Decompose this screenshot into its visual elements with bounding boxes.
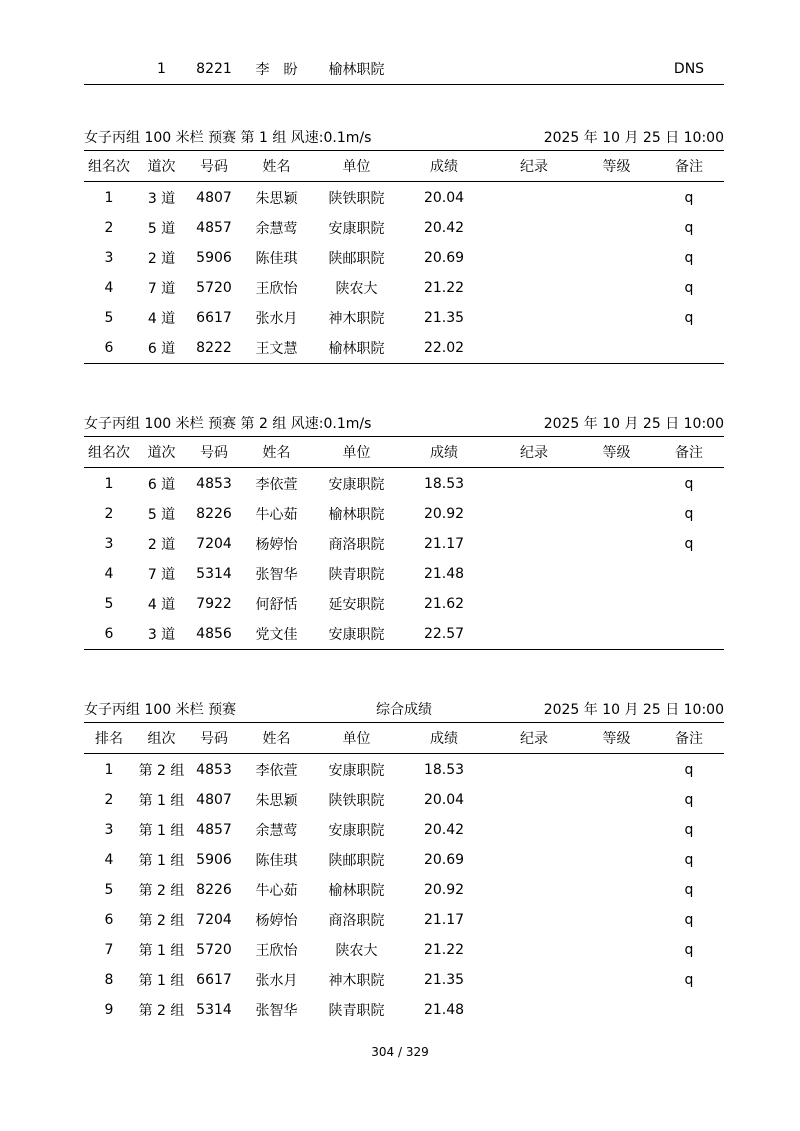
table-cell: 安康职院 [328,823,385,839]
table-cell: 5906 [196,250,232,266]
table-cell: 杨婷怡 [255,913,298,929]
table-cell [489,785,579,815]
overall-results-table [84,700,724,1025]
column-header: 纪录 [520,159,548,175]
table-cell: 第 2 组 [138,913,185,929]
table-cell: 21.35 [423,310,465,326]
top-row-name: 李 盼 [255,62,298,78]
table-cell: q [684,852,694,868]
column-header: 排名 [95,731,123,747]
table-cell [489,213,579,243]
table-cell [654,619,724,649]
table-cell: 6 道 [147,341,176,357]
table-cell [489,529,579,559]
section-subtitle: 综合成绩 [376,702,432,718]
column-header: 备注 [675,445,703,461]
table-cell: 4853 [196,762,232,778]
table-cell [654,995,724,1025]
table-cell: 余慧莺 [255,221,298,237]
column-header: 号码 [200,159,228,175]
table-row [84,845,724,875]
table-cell [489,559,579,589]
table-cell: 7204 [196,912,232,928]
table-row [84,619,724,649]
table-cell: q [684,912,694,928]
top-row-note: DNS [673,61,705,77]
table-cell: 1 [104,190,114,206]
table-cell: 7 道 [147,281,176,297]
table-cell [489,845,579,875]
section-title: 女子丙组 100 米栏 预赛 第 2 组 风速:0.1m/s [84,416,372,432]
table-row [84,303,724,333]
table-cell: 5314 [196,1002,232,1018]
table-cell: 党文佳 [255,627,298,643]
table-cell: 陈佳琪 [255,853,298,869]
table-cell [579,755,654,785]
table-cell: 4856 [196,626,232,642]
table-cell [489,995,579,1025]
table-cell [489,935,579,965]
table-cell [489,499,579,529]
table-cell: 9 [104,1002,114,1018]
table-cell: 4 道 [147,597,176,613]
table-row [84,935,724,965]
table-cell: 第 1 组 [138,793,185,809]
table-cell: 2 道 [147,251,176,267]
column-header: 成绩 [430,159,458,175]
table-cell [579,619,654,649]
column-header: 备注 [675,731,703,747]
table-cell: 5 [104,310,114,326]
table-cell: 8222 [196,340,232,356]
table-cell: 张智华 [255,1003,298,1019]
table-cell: 2 [104,792,114,808]
table-cell: 2 道 [147,537,176,553]
column-header: 号码 [200,731,228,747]
table-cell: 安康职院 [328,763,385,779]
table-cell [489,619,579,649]
table-cell: 21.17 [423,536,465,552]
column-header: 组名次 [88,445,130,461]
table-cell: 商洛职院 [328,913,385,929]
table-cell [489,183,579,213]
section-datetime: 2025 年 10 月 25 日 10:00 [543,130,724,146]
table-cell: 18.53 [423,762,465,778]
table-cell: 陕铁职院 [328,191,385,207]
table-cell: 20.42 [423,220,465,236]
table-cell: 21.62 [423,596,465,612]
table-header-row [84,437,724,468]
table-cell [579,845,654,875]
top-row-bib: 8221 [196,61,232,77]
table-cell: 2 [104,220,114,236]
table-row [84,875,724,905]
table-cell: 22.57 [423,626,465,642]
table-cell [489,303,579,333]
table-cell [489,469,579,499]
table-cell: 第 2 组 [138,763,185,779]
table-row [84,559,724,589]
table-cell: 神木职院 [328,973,385,989]
table-cell: q [684,250,694,266]
table-cell: 陕邮职院 [328,853,385,869]
column-header: 单位 [342,445,371,461]
table-row [84,905,724,935]
table-cell [489,905,579,935]
table-cell: 5906 [196,852,232,868]
column-header: 组名次 [88,159,130,175]
table-cell: 4 [104,280,114,296]
table-row [84,469,724,499]
section-datetime: 2025 年 10 月 25 日 10:00 [543,416,724,432]
table-cell: 李依萱 [255,763,298,779]
table-cell: 8226 [196,882,232,898]
table-row [84,213,724,243]
table-cell: 21.22 [423,942,465,958]
table-row [84,243,724,273]
table-cell: 5720 [196,942,232,958]
table-cell: 陕铁职院 [328,793,385,809]
page-number: 304 / 329 [371,1045,429,1059]
table-cell [489,755,579,785]
table-cell [579,559,654,589]
table-cell: 7204 [196,536,232,552]
table-cell: 杨婷怡 [255,537,298,553]
table-cell: 21.17 [423,912,465,928]
table-cell: 8226 [196,506,232,522]
table-cell: 6 道 [147,477,176,493]
table-row [84,499,724,529]
section-datetime: 2025 年 10 月 25 日 10:00 [543,702,724,718]
column-header: 单位 [342,731,371,747]
table-cell: 第 2 组 [138,883,185,899]
table-cell: 18.53 [423,476,465,492]
table-cell: 5 [104,596,114,612]
table-cell: q [684,220,694,236]
table-cell: 4853 [196,476,232,492]
table-cell [579,243,654,273]
table-cell: 朱思颖 [255,793,298,809]
table-cell [579,875,654,905]
table-cell [489,965,579,995]
table-cell: 第 2 组 [138,1003,185,1019]
section-title-row [84,700,724,723]
section-title-row [84,414,724,437]
table-cell: 榆林职院 [328,507,385,523]
table-cell [579,303,654,333]
column-header: 姓名 [262,445,291,461]
column-header: 等级 [602,445,631,461]
column-header: 等级 [602,731,631,747]
table-cell: 5314 [196,566,232,582]
table-cell: 21.35 [423,972,465,988]
table-cell: 6 [104,340,114,356]
column-header: 组次 [147,731,176,747]
table-cell: 1 [104,476,114,492]
table-cell: q [684,310,694,326]
table-cell: 张水月 [255,311,298,327]
table-cell: 张智华 [255,567,298,583]
table-cell [579,935,654,965]
table-cell: 4807 [196,792,232,808]
table-cell [579,183,654,213]
column-header: 单位 [342,159,371,175]
table-cell: 3 [104,822,114,838]
table-row [84,529,724,559]
table-cell [579,529,654,559]
table-cell: 安康职院 [328,477,385,493]
top-row-unit: 榆林职院 [328,62,385,78]
table-cell [579,213,654,243]
table-row [84,183,724,213]
table-cell [579,995,654,1025]
column-header: 成绩 [430,445,458,461]
column-header: 等级 [602,159,631,175]
table-cell: 3 [104,250,114,266]
table-cell: 王文慧 [255,341,298,357]
table-cell: 4857 [196,220,232,236]
section-title: 女子丙组 100 米栏 预赛 第 1 组 风速:0.1m/s [84,130,372,146]
table-cell: q [684,190,694,206]
table-cell [579,333,654,363]
table-cell: 20.92 [423,882,465,898]
table-cell: q [684,972,694,988]
table-cell: 陕农大 [335,943,378,959]
table-cell: 7922 [196,596,232,612]
table-cell: 3 [104,536,114,552]
column-header: 成绩 [430,731,458,747]
table-cell: 3 道 [147,191,176,207]
table-cell: 商洛职院 [328,537,385,553]
column-header: 纪录 [520,731,548,747]
table-cell: 李依萱 [255,477,298,493]
table-cell: 6617 [196,310,232,326]
table-cell [489,333,579,363]
table-cell: q [684,762,694,778]
table-cell [654,333,724,363]
table-row [84,815,724,845]
table-cell: 5720 [196,280,232,296]
top-row-rank: 1 [157,61,166,77]
table-cell: 4857 [196,822,232,838]
table-row [84,333,724,363]
table-cell: 张水月 [255,973,298,989]
table-cell: 6 [104,912,114,928]
table-cell: 4807 [196,190,232,206]
table-cell: 20.42 [423,822,465,838]
table-cell: 第 1 组 [138,943,185,959]
table-cell: 延安职院 [328,597,385,613]
table-cell: 余慧莺 [255,823,298,839]
table-cell [654,589,724,619]
table-cell: 牛心茹 [255,507,298,523]
table-cell: 王欣怡 [255,943,298,959]
table-cell: 21.48 [423,1002,465,1018]
table-cell [579,273,654,303]
table-cell: q [684,942,694,958]
column-header: 纪录 [520,445,548,461]
table-cell [489,243,579,273]
table-cell: 5 道 [147,507,176,523]
table-cell: 4 道 [147,311,176,327]
heat-1-table [84,128,724,364]
table-cell: 2 [104,506,114,522]
section-title-row [84,128,724,151]
column-header: 备注 [675,159,703,175]
table-cell: 1 [104,762,114,778]
table-cell: 4 [104,852,114,868]
table-cell [579,469,654,499]
table-row [84,589,724,619]
table-cell: 20.69 [423,250,465,266]
table-row [84,755,724,785]
table-cell: 榆林职院 [328,341,385,357]
table-row [84,273,724,303]
column-header: 姓名 [262,159,291,175]
table-cell: 5 道 [147,221,176,237]
table-cell: q [684,506,694,522]
table-cell: 20.04 [423,792,465,808]
table-cell: 第 1 组 [138,823,185,839]
table-cell: 3 道 [147,627,176,643]
table-row [84,965,724,995]
table-cell: 第 1 组 [138,853,185,869]
table-cell: 20.69 [423,852,465,868]
table-header-row [84,151,724,182]
table-cell: q [684,882,694,898]
table-cell [579,905,654,935]
section-title: 女子丙组 100 米栏 预赛 [84,702,237,718]
column-header: 道次 [147,159,176,175]
table-cell: 5 [104,882,114,898]
table-cell [489,875,579,905]
top-continuation-row [84,54,724,85]
table-cell: q [684,280,694,296]
table-cell: 4 [104,566,114,582]
table-cell: q [684,476,694,492]
table-cell: 安康职院 [328,627,385,643]
table-cell [579,499,654,529]
column-header: 姓名 [262,731,291,747]
table-header-row [84,723,724,754]
column-header: 道次 [147,445,176,461]
table-cell: 第 1 组 [138,973,185,989]
table-cell: 陕农大 [335,281,378,297]
table-cell: 陕邮职院 [328,251,385,267]
table-cell: 22.02 [423,340,465,356]
table-cell: 王欣怡 [255,281,298,297]
table-cell [579,785,654,815]
table-cell: 陕青职院 [328,567,385,583]
table-cell: 20.92 [423,506,465,522]
table-cell: 21.48 [423,566,465,582]
table-cell: 21.22 [423,280,465,296]
table-cell [654,559,724,589]
table-cell: 朱思颖 [255,191,298,207]
table-cell: 神木职院 [328,311,385,327]
table-cell: q [684,536,694,552]
table-row [84,995,724,1025]
table-cell: 7 道 [147,567,176,583]
table-cell: 何舒恬 [255,597,298,613]
table-cell: 8 [104,972,114,988]
table-body [84,182,724,364]
table-cell: 6 [104,626,114,642]
table-body [84,468,724,650]
table-cell [579,589,654,619]
table-cell: 牛心茹 [255,883,298,899]
table-cell: q [684,792,694,808]
table-cell: 陕青职院 [328,1003,385,1019]
table-body [84,754,724,1025]
table-cell [489,589,579,619]
table-cell: 安康职院 [328,221,385,237]
column-header: 号码 [200,445,228,461]
table-cell [489,273,579,303]
table-cell: 7 [104,942,114,958]
table-cell [489,815,579,845]
table-cell: 榆林职院 [328,883,385,899]
table-row [84,785,724,815]
table-cell: q [684,822,694,838]
table-cell: 陈佳琪 [255,251,298,267]
table-cell [579,965,654,995]
table-cell: 20.04 [423,190,465,206]
table-cell [579,815,654,845]
table-cell: 6617 [196,972,232,988]
heat-2-table [84,414,724,650]
